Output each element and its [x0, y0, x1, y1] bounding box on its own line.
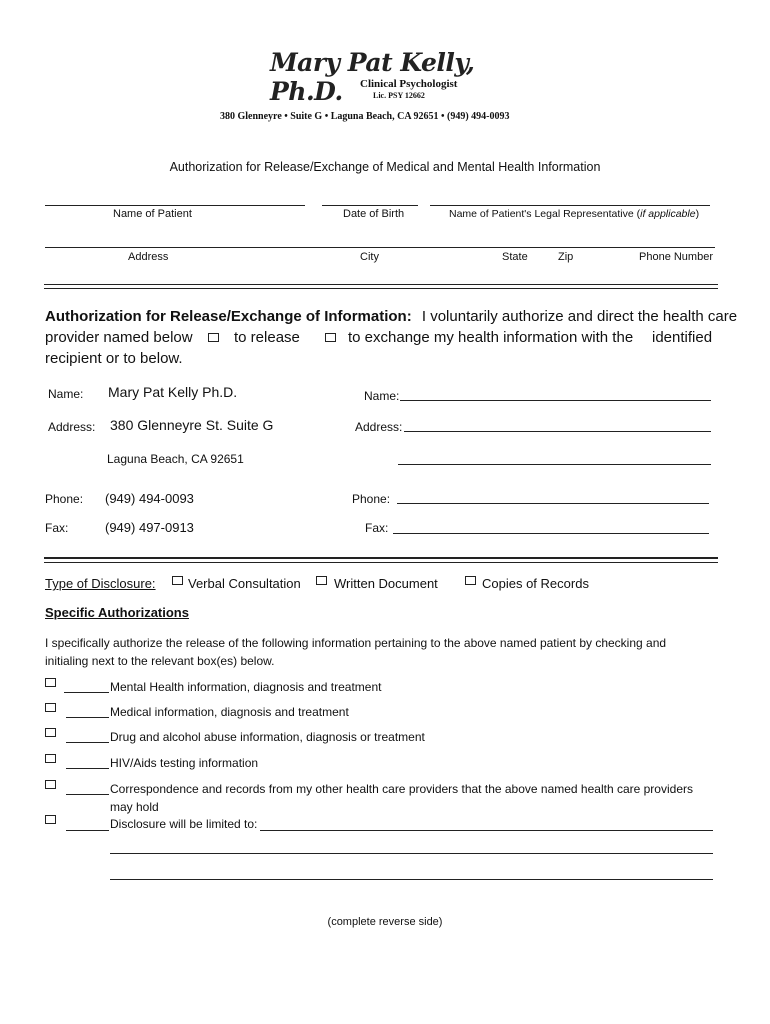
- item-correspondence-label: Correspondence and records from my other health care providers that the above named health care providers: [110, 782, 693, 796]
- item-hiv-label: HIV/Aids testing information: [110, 756, 259, 770]
- form-title: Authorization for Release/Exchange of Medical and Mental Health Information: [169, 160, 601, 174]
- verbal-consultation-label: Verbal Consultation: [188, 576, 301, 591]
- item-disclosure-limited-label: Disclosure will be limited to:: [110, 817, 258, 831]
- item-mental-health-checkbox[interactable]: [45, 678, 56, 687]
- item-drug-alcohol-checkbox[interactable]: [45, 728, 56, 737]
- item-hiv-initials[interactable]: [66, 768, 109, 769]
- provider-address-2: Laguna Beach, CA 92651: [107, 452, 244, 466]
- recipient-phone-label: Phone:: [352, 492, 391, 506]
- item-correspondence-continued: may hold: [110, 800, 159, 814]
- address-label: Address: [128, 251, 169, 263]
- recipient-address-field[interactable]: [404, 431, 711, 432]
- phone-number-label: Phone Number: [639, 251, 713, 263]
- provider-address-label: Address:: [48, 420, 96, 434]
- disclosure-limited-field-1[interactable]: [260, 830, 713, 831]
- item-disclosure-limited-checkbox[interactable]: [45, 815, 56, 824]
- release-checkbox[interactable]: [208, 333, 219, 342]
- provider-fax: (949) 497-0913: [105, 520, 194, 535]
- recipient-phone-field[interactable]: [397, 503, 709, 504]
- item-medical-label: Medical information, diagnosis and treatment: [110, 705, 349, 719]
- rep-label-suffix: ): [695, 208, 700, 220]
- patient-name-line[interactable]: [45, 205, 305, 206]
- provider-fax-label: Fax:: [45, 521, 69, 535]
- specific-intro-2: initialing next to the relevant box(es) below.: [45, 654, 275, 668]
- recipient-name-label: Name:: [364, 389, 400, 403]
- provider-named-below-text: provider named below: [45, 329, 193, 346]
- provider-address-1: 380 Glenneyre St. Suite G: [110, 417, 274, 433]
- verbal-consultation-checkbox[interactable]: [172, 576, 183, 585]
- city-label: City: [360, 251, 379, 263]
- dob-line[interactable]: [322, 205, 418, 206]
- letterhead-address: 380 Glenneyre • Suite G • Laguna Beach, CA 92651 • (949) 494-0093: [220, 111, 510, 122]
- item-correspondence-checkbox[interactable]: [45, 780, 56, 789]
- divider-2: [44, 557, 718, 563]
- item-medical-checkbox[interactable]: [45, 703, 56, 712]
- item-disclosure-limited-initials[interactable]: [66, 830, 109, 831]
- identified-text: identified: [652, 329, 713, 346]
- written-document-checkbox[interactable]: [316, 576, 327, 585]
- release-option-label: to release: [234, 329, 300, 346]
- copies-of-records-checkbox[interactable]: [465, 576, 476, 585]
- footer-note: (complete reverse side): [327, 916, 443, 928]
- provider-name-label: Name:: [48, 387, 84, 401]
- rep-label: [449, 208, 699, 220]
- rep-label-prefix: Name of Patient's Legal Representative (: [449, 208, 641, 220]
- exchange-option-label: to exchange my health information with the: [348, 329, 634, 346]
- recipient-address-label: Address:: [355, 420, 403, 434]
- rep-label-italic: if applicable: [640, 208, 696, 220]
- item-mental-health-label: Mental Health information, diagnosis and treatment: [110, 680, 382, 694]
- patient-name-label: Name of Patient: [113, 208, 192, 220]
- zip-label: Zip: [558, 251, 574, 263]
- state-label: State: [502, 251, 528, 263]
- item-drug-alcohol-label: Drug and alcohol abuse information, diagnosis or treatment: [110, 730, 425, 744]
- item-drug-alcohol-initials[interactable]: [66, 742, 109, 743]
- disclosure-label: Type of Disclosure:: [45, 576, 156, 591]
- provider-phone-label: Phone:: [45, 492, 84, 506]
- specific-authorizations-heading: Specific Authorizations: [45, 605, 189, 620]
- recipient-address-field-2[interactable]: [398, 464, 711, 465]
- authorization-line-1: [45, 308, 737, 325]
- specific-intro-1: I specifically authorize the release of the following information pertaining to the above named patient by checking and: [45, 636, 667, 650]
- recipient-name-field[interactable]: [400, 400, 711, 401]
- authorization-line-3: recipient or to below.: [45, 350, 183, 367]
- copies-of-records-label: Copies of Records: [482, 576, 589, 591]
- exchange-checkbox[interactable]: [325, 333, 336, 342]
- recipient-fax-field[interactable]: [393, 533, 709, 534]
- letterhead-name: Mary Pat Kelly, Ph.D.: [270, 48, 475, 106]
- recipient-fax-label: Fax:: [365, 521, 389, 535]
- item-correspondence-initials[interactable]: [66, 794, 109, 795]
- letterhead-license: Lic. PSY 12662: [373, 91, 425, 100]
- letterhead: [215, 48, 555, 128]
- item-hiv-checkbox[interactable]: [45, 754, 56, 763]
- authorization-heading: Authorization for Release/Exchange of Information:: [45, 308, 412, 325]
- address-line[interactable]: [45, 247, 715, 248]
- provider-phone: (949) 494-0093: [105, 491, 194, 506]
- dob-label: Date of Birth: [343, 208, 405, 220]
- item-medical-initials[interactable]: [66, 717, 109, 718]
- item-mental-health-initials[interactable]: [64, 692, 109, 693]
- written-document-label: Written Document: [334, 576, 438, 591]
- authorization-text-1: I voluntarily authorize and direct the health care: [421, 308, 738, 325]
- provider-name: Mary Pat Kelly Ph.D.: [108, 384, 238, 400]
- disclosure-limited-field-3[interactable]: [110, 879, 713, 880]
- letterhead-title: Clinical Psychologist: [360, 78, 458, 90]
- rep-line[interactable]: [430, 205, 710, 206]
- divider-1: [44, 284, 718, 289]
- disclosure-limited-field-2[interactable]: [110, 853, 713, 854]
